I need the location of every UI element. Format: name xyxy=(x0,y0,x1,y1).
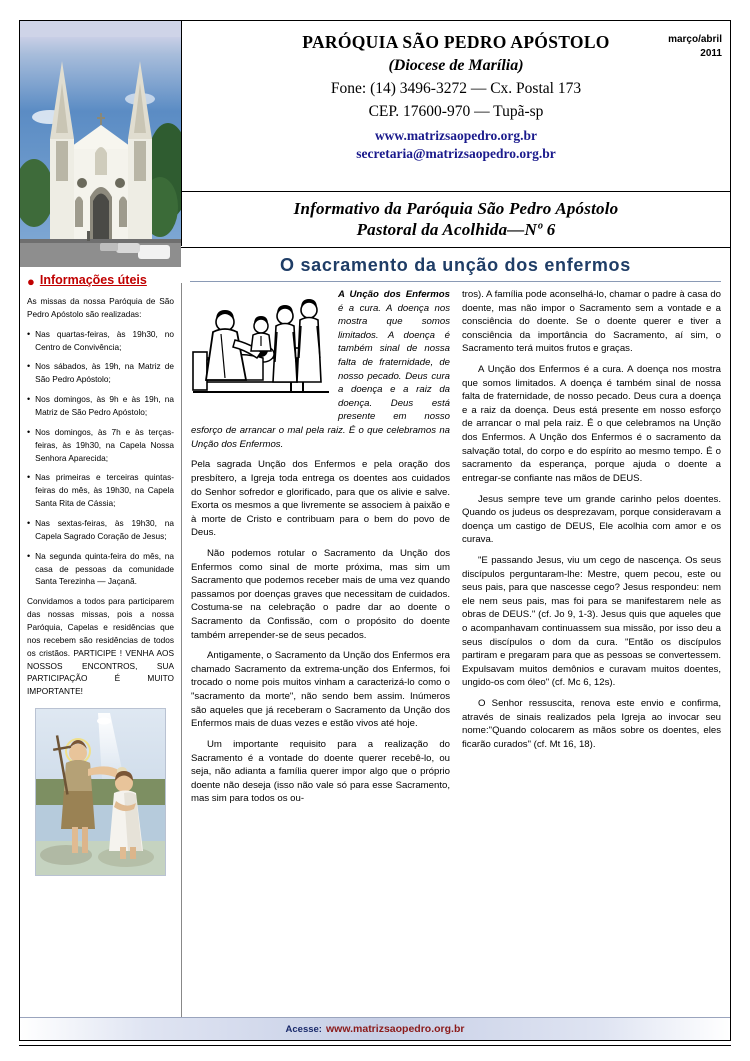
list-item xyxy=(27,360,174,386)
contact-address: CEP. 17600-970 — Tupã-sp xyxy=(368,103,544,120)
sidebar-closing-text: Convidamos a todos para participarem das nossas missas, pois a nossa Paróquia, Capelas e residências que nos recebem são residências de todos os cristãos. PARTICIPE ! VENHA AOS NOSSOS ENCONTROS, SUA PARTICIPAÇÃO É MUITO IMPORTANTE! xyxy=(27,596,174,697)
bullet-icon: • xyxy=(27,472,31,483)
website-link[interactable]: www.matrizsaopedro.org.br xyxy=(374,128,538,143)
masthead-header xyxy=(181,21,730,191)
list-item xyxy=(27,550,174,589)
bullet-icon: • xyxy=(27,394,31,405)
article-intro-rest: é a cura. A doença nos mostra que somos limitados. A doença é também sinal de nossa falta de fraternidade, de nosso pecado. Deus cura a doença e a raiz da doença. Deus está presente em nosso esforço de arrancar o mal pela raiz. É o que celebramos na Unção dos Enfermos. xyxy=(191,302,450,450)
bullet-icon: • xyxy=(27,518,31,529)
list-item xyxy=(27,517,174,543)
bullet-icon: • xyxy=(27,550,31,561)
article-body xyxy=(181,283,730,1018)
sidebar-informacoes-uteis xyxy=(20,267,181,1018)
bullet-icon: • xyxy=(27,426,31,437)
article-paragraph: O Senhor ressuscita, renova este envio e confirma, através de sinais realizados pela Igreja ao invocar seu nome:"Quando colocarem as mãos sobre os doentes, eles ficarão curados" (cf. Mt 16, 18). xyxy=(462,698,721,750)
list-item xyxy=(27,426,174,465)
sidebar-heading xyxy=(27,273,174,288)
article-paragraph: Antigamente, o Sacramento da Unção dos Enfermos era chamado Sacramento da extrema-unção dos Enfermos, foi trocado o nome pois muitos vinham a caracterizá-lo como o "sacramento da morte", não sendo bem assim. Inúmeros são aqueles que já receberam o Sacramento da Unção dos Enfermos mais de duas vezes e estão vivos até hoje. xyxy=(191,650,450,730)
article-paragraph: Jesus sempre teve um grande carinho pelos doentes. Quando os judeus os desprezavam, porque consideravam a doença um castigo de DEUS, Ele acolhia com amor e os curava. xyxy=(462,493,721,546)
banner-line-2: Pastoral da Acolhida—Nº 6 xyxy=(356,220,556,239)
issue-month: março/abril xyxy=(668,34,722,45)
banner-divider xyxy=(181,247,730,248)
newsletter-page xyxy=(19,20,731,1041)
sidebar-heading-label: Informações úteis xyxy=(39,273,147,287)
baptism-photo xyxy=(35,708,166,876)
sidebar-intro-text: As missas da nossa Paróquia de São Pedro Apóstolo são realizadas: xyxy=(27,296,174,319)
article-intro-lead: A Unção dos Enfermos xyxy=(338,289,450,300)
email-link[interactable]: secretaria@matrizsaopedro.org.br xyxy=(356,146,556,161)
mass-schedule-list xyxy=(27,328,174,589)
article-intro-block xyxy=(191,288,450,458)
church-photo-image xyxy=(20,21,181,267)
article-title: O sacramento da unção dos enfermos xyxy=(280,254,631,275)
contact-phone: Fone: (14) 3496-3272 — Cx. Postal 173 xyxy=(330,80,582,97)
baptism-photo-image xyxy=(36,709,165,875)
banner-line-1: Informativo da Paróquia São Pedro Apóstolo xyxy=(293,198,619,218)
article-title-underline xyxy=(190,281,721,282)
article-paragraph: A Unção dos Enfermos é a cura. A doença nos mostra que somos limitados. A doença é também sinal de nossa falta de fraternidade, de nosso pecado. Deus cura a doença e a raiz da doença. Deus está presente em nosso esforço de arrancar o mal pela raiz. É o que celebramos na Unção dos Enfermos. A Unção dos Enfermos é o sacramento da salvação total, do corpo e do espírito ao mesmo tempo. É o sacramento da esperança, porque ajuda o doente a entregar-se confiante nas mãos de DEUS. xyxy=(462,364,721,484)
article-title-container xyxy=(181,249,730,281)
diocese-name: (Diocese de Marília) xyxy=(388,57,524,74)
article-paragraph: tros). A família pode aconselhá-lo, chamar o padre à casa do doente, mas não impor o Sacramento sem a vontade e a consciência do doente. Se o doente querer e tiver a consciência da importância do Sacramento, aí sim, o Sacramento terá muitos frutos e graças. xyxy=(462,289,721,355)
issue-date xyxy=(668,33,722,60)
bullet-icon: • xyxy=(27,328,31,339)
list-item xyxy=(27,471,174,510)
list-item-label: Na segunda quinta-feira do mês, na casa de pessoas da comunidade Santa Terezinha — Jaçanã. xyxy=(35,550,174,587)
list-item-label: Nas primeiras e terceiras quintas-feiras do mês, às 19h30, na Capela Santa Rita de Cássia; xyxy=(35,472,174,509)
list-item-label: Nas quartas-feiras, às 19h30, no Centro de Convivência; xyxy=(35,328,174,352)
church-photo xyxy=(20,21,181,267)
list-item-label: Nos domingos, às 7h e às terças-feiras, às 19h30, na Capela Nossa Senhora Aparecida; xyxy=(35,426,174,463)
list-item xyxy=(27,393,174,419)
parish-name: PARÓQUIA SÃO PEDRO APÓSTOLO xyxy=(302,32,610,52)
footer-url[interactable]: www.matrizsaopedro.org.br xyxy=(325,1023,465,1035)
bullet-icon: • xyxy=(27,361,31,372)
anointing-illustration xyxy=(191,288,331,410)
article-paragraph: Pela sagrada Unção dos Enfermos e pela oração dos presbítero, a Igreja toda entrega os doentes aos cuidados do Senhor sofredor e glorificado, para que os alivie e salve. Exorta os mesmos a que livremente se associem à paixão e à morte de Cristo e contribuam para o bem do povo de Deus. xyxy=(191,459,450,539)
list-item xyxy=(27,328,174,354)
article-column-right xyxy=(462,288,721,1018)
page-footer xyxy=(20,1017,730,1040)
issue-year: 2011 xyxy=(700,47,722,59)
page-bottom-rule xyxy=(19,1045,731,1046)
list-item-label: Nas sextas-feiras, às 19h30, na Capela Sagrado Coração de Jesus; xyxy=(35,518,174,541)
newsletter-banner xyxy=(181,192,730,246)
footer-label: Acesse: xyxy=(285,1023,322,1035)
article-paragraph: "E passando Jesus, viu um cego de nascença. Os seus discípulos perguntaram-lhe: Mestre, quem pecou, este ou seus pais, para que nascesse cego? Jesus respondeu: nem ele nem seus pais, mas foi para se manifestarem nele as obras de DEUS." (cf. Jo 9, 1-3). Jesus quis que aqueles que o acompanhavam continuassem sua missão, por isso deu a seus discípulos o dom da cura. "Então os discípulos partiram e pregaram para que as pessoas se convertessem. Expulsavam muitos demônios e curavam muitos doentes, ungido-os com óleo" (cf. Mc 6, 12s). xyxy=(462,554,721,689)
article-column-left xyxy=(191,288,450,1018)
anointing-illustration-image xyxy=(191,288,331,410)
list-item-label: Nos sábados, às 19h, na Matriz de São Pedro Apóstolo; xyxy=(35,361,174,385)
article-paragraph: Não podemos rotular o Sacramento da Unção dos Enfermos como sinal de morte próxima, mas sim um Sacramento que podemos receber mais de uma vez quando passamos por doenças graves que necessitam de cuidados. Costuma-se na celebração o padre dar ao doente o Sacramento da Confissão, com o propósito do doente também arrepender-se de seus pecados. xyxy=(191,547,450,641)
bullet-icon: ● xyxy=(27,274,35,289)
list-item-label: Nos domingos, às 9h e às 19h, na Matriz de São Pedro Apóstolo; xyxy=(35,394,174,418)
article-paragraph: Um importante requisito para a realização do Sacramento é a vontade do doente querer recebê-lo, ou seja, não adianta a família querer impor algo que o próprio doente não deseja (isso não vale só para esse Sacramento, mas sim para todos os ou- xyxy=(191,738,450,805)
